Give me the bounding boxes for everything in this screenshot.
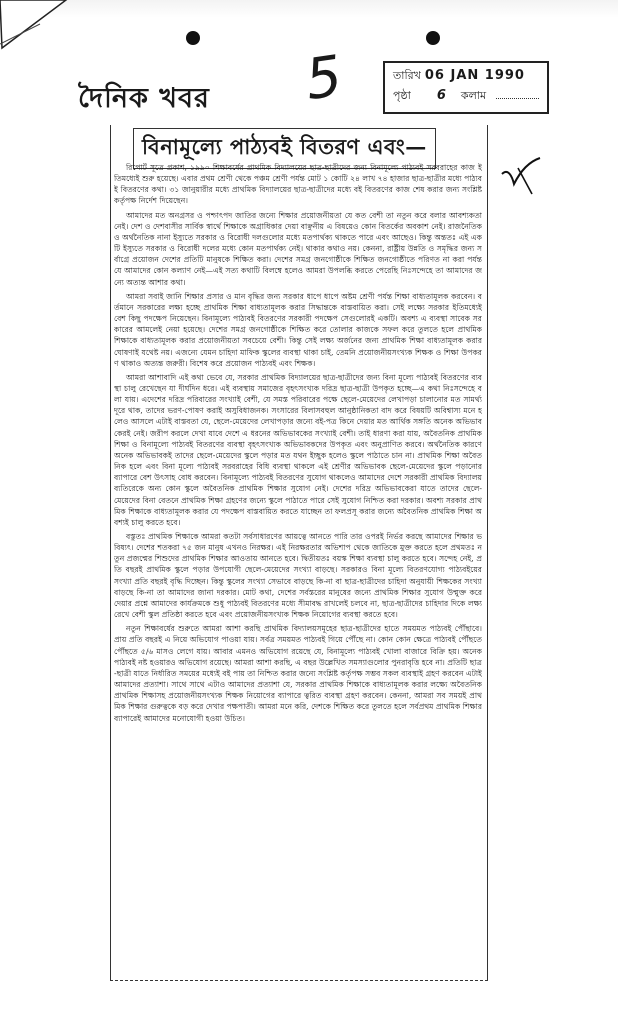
punch-hole xyxy=(186,31,200,45)
article-headline: বিনামূল্যে পাঠ্যবই বিতরণ এবং— xyxy=(133,128,436,169)
article-body xyxy=(114,162,482,727)
stamp-column-label: কলাম xyxy=(460,89,487,102)
stamp-date-value: 06 JAN 1990 xyxy=(424,68,525,83)
folded-corner-icon xyxy=(0,0,70,60)
stamp-page-row xyxy=(393,87,539,107)
punch-hole xyxy=(426,31,440,45)
newspaper-masthead: দৈনিক খবর xyxy=(78,83,210,114)
article-paragraph: আমরা সবাই জানি শিক্ষার প্রসার ও মান বৃদ্ধির জন্য সরকার ধাপে ধাপে অষ্টম শ্রেণী পর্যন্ত শিক্ষা বাধ্যতামূলক করবেন। বর্তমানে সরকারের লক্ষ্য হচ্ছে প্রাথমিক শিক্ষা বাধ্যতামূলক করার সিদ্ধান্তকে বাস্তবায়িত করা। সেই লক্ষ্যে সরকার ইতিমধ্যেই বেশ কিছু পদক্ষেপ নিয়েছেন। বিনামূল্যে পাঠ্যবই বিতরণের সরকারী পদক্ষেপ সেগুলোরই একটি। অবশ্য এ ব্যবস্থা সাবেক সরকারের আমলেই নেয়া হয়েছে। দেশের সমগ্র জনগোষ্ঠীকে শিক্ষিত করে তোলার কাজকে সফল করে তুলতে হলে প্রাথমিক শিক্ষাকে বাধ্যতামূলক করার প্রয়োজনীয়তা সবচেয়ে বেশী। কিন্তু সেই লক্ষ্য অর্জনের জন্য প্রাথমিক শিক্ষা বাধ্যতামূলক করার ঘোষণাই যথেষ্ট নয়। এজন্যে যেমন চাহিদা মাফিক স্কুলের ব্যবস্থা থাকা চাই, তেমনি প্রয়োজনীয়সংখ্যক শিক্ষক ও শিক্ষা উপকরণ থাকাও অত্যন্ত জরুরী। বিশেষ করে প্রয়োজন পাঠ্যবই এবং শিক্ষক। xyxy=(114,291,482,368)
page-edge xyxy=(0,0,618,18)
date-stamp xyxy=(383,61,549,114)
stamp-page-value: 6 xyxy=(436,88,447,103)
stamp-date-row xyxy=(393,67,539,87)
stamp-page-label: পৃষ্ঠা xyxy=(393,89,411,102)
handwritten-page-number: 5 xyxy=(301,43,346,114)
article-paragraph: আমাদের মত অনগ্রসর ও পশ্চাৎপদ জাতির জন্যে শিক্ষার প্রয়োজনীয়তা যে কত বেশী তা নতুন করে বলার আবশ্যকতা নেই। দেশ ও দেশবাসীর সার্বিক স্বার্থে শিক্ষাকে অগ্রাধিকার দেয়া বাঞ্ছনীয় এ বিষয়েও কোন বিতর্কের অবকাশ নেই। রাজনৈতিক ও অর্থনৈতিক নানা ইস্যুতে সরকার ও বিরোধী দলগুলোর মধ্যে মতপার্থক্য থাকতে পারে এবং আছেও। কিন্তু অন্ততঃ এই একটি ইস্যুতে সরকার ও বিরোধী দলের মধ্যে কোন মতপার্থক্য নেই। থাকার কথাও নয়। কেননা, রাষ্ট্রীয় উন্নতি ও সমৃদ্ধির জন্য সর্বাগ্রে প্রয়োজন দেশের প্রতিটি মানুষকে শিক্ষিত করা। দেশের সমগ্র জনগোষ্ঠীকে শিক্ষিত জনগোষ্ঠীতে পরিণত না করা পর্যন্ত যে আমাদের কোন কল্যাণ নেই—এই সত্য কথাটি বিলম্বে হলেও আমরা উপলব্ধি করতে পেরেছি নিঃসন্দেহে তা আমাদের জন্যে অত্যন্ত আশার কথা। xyxy=(114,210,482,287)
article-paragraph: নতুন শিক্ষাবর্ষের শুরুতে আমরা আশা করছি প্রাথমিক বিদ্যালয়সমূহের ছাত্র-ছাত্রীদের হাতে সময়মত পাঠ্যবই পৌঁছাবে। প্রায় প্রতি বছরই এ নিয়ে অভিযোগ পাওয়া যায়। সর্বত্র সময়মত পাঠ্যবই গিয়ে পৌঁছে না। কোন কোন ক্ষেত্রে পাঠ্যবই পৌঁছতে পৌঁছতে ৫/৬ মাসও লেগে যায়। আবার এমনও অভিযোগ রয়েছে যে, বিনামূল্যে পাঠ্যবই খোলা বাজারে বিক্রি হয়। অনেক পাঠ্যবই নষ্ট হওয়ারও অভিযোগ রয়েছে। আমরা আশা করছি, এ বছর উল্লেখিত সমস্যাগুলোর পুনরাবৃত্তি হবে না। প্রতিটি ছাত্র-ছাত্রী যাতে নির্ধারিত সময়ের মধ্যেই বই পায় তা নিশ্চিত করার জন্যে সংশ্লিষ্ট কর্তৃপক্ষ সম্ভব সকল ব্যবস্থাই গ্রহণ করবেন এটাই আমাদের প্রত্যাশা। সাথে সাথে এটাও আমাদের প্রত্যাশা যে, সরকার প্রাথমিক শিক্ষাকে বাধ্যতামূলক করার লক্ষ্যে অবৈতনিক প্রাথমিক শিক্ষাসহ প্রয়োজনীয়সংখ্যক শিক্ষক নিয়োগের ব্যাপারে ত্বরিত ব্যবস্থা গ্রহণ করবেন। কেননা, আমরা সব সময়ই প্রাথমিক শিক্ষার গুরুত্বকে বড় করে দেখার পক্ষপাতী। আমরা মনে করি, দেশকে শিক্ষিত করে তুলতে হলে সর্বপ্রথম প্রাথমিক শিক্ষার ব্যাপারেই আমাদের মনোযোগী হওয়া উচিত। xyxy=(114,624,482,723)
article-paragraph: আমরা আশাবাদি এই কথা ভেবে যে, সরকার প্রাথমিক বিদ্যালয়ের ছাত্র-ছাত্রীদের জন্য বিনা মূল্যে পাঠ্যবই বিতরণের ব্যবস্থা চালু রেখেছেন যা দীর্ঘদিন ধরে। এই ব্যবস্থায় সমাজের বৃহৎসংখ্যক দরিদ্র ছাত্র-ছাত্রী উপকৃত হচ্ছে—এ কথা নিঃসন্দেহে বলা যায়। এদেশের দরিদ্র পরিবারের সংখ্যাই বেশী, যে সমস্ত পরিবারের পক্ষে ছেলে-মেয়েদের লেখাপড়া চালানোর মত সামর্থ্য দূরে থাক, তাদের ভরণ-পোষণ করাই অসুবিধাজনক। সংসারের বিলাসবহুল আনুষ্ঠানিকতা বাদ করে বিষয়টি অবিশ্বাস্য মনে হলেও আসলে এটাই বাস্তবতা যে, ছেলে-মেয়েদের লেখাপড়ার জন্যে বই-পত্র কিনে দেয়ার মত আর্থিক সঙ্গতি অনেক অভিভাবকেরই নেই। জরীপ করলে দেখা যাবে দেশে এ ধরনের অভিভাবকের সংখ্যাই বেশী। তাই ধারণা করা যায়, অবৈতনিক প্রাথমিক শিক্ষা ও বিনামূল্যে পাঠ্যবই বিতরণের ব্যবস্থা বৃহৎসংখ্যক অভিভাবকদের উপকৃত এবং অনুপ্রাণিত করবে। অর্থনৈতিক কারণে অনেক অভিভাবকই তাদের ছেলে-মেয়েদের স্কুলে পড়ার মত যথন ইচ্ছুক হলেও স্কুলে পাঠাতে চান না। প্রাথমিক শিক্ষা অবৈতনিক হলে এবং বিনা মূল্যে পাঠ্যবই সরবরাহের বিধি ব্যবস্থা থাকলে এই শ্রেণীর অভিভাবক ছেলে-মেয়েদের স্কুলে পড়ানোর ব্যাপারে বেশ উৎসাহ বোধ করবেন। বিনামূল্যে পাঠ্যবই বিতরণের সুযোগ থাকলেও আমাদের দেশে সরকারী প্রাথমিক বিদ্যালয় ব্যতিরেকে অন্য কোন স্কুলে অবৈতনিক প্রাথমিক শিক্ষার সুযোগ নেই। দেশের দরিদ্র অভিভাবকেরা যাতে তাদের ছেলে-মেয়েদের বিনা বেতনে প্রাথমিক শিক্ষা গ্রহণের জন্যে স্কুলে পাঠাতে পারে সেই সুযোগ নিশ্চিত করা দরকার। অবশ্য সরকার প্রাথমিক শিক্ষাকে বাধ্যতামূলক করার যে পদক্ষেপ বাস্তবায়িত করতে যাচ্ছেন তা ফলপ্রসূ করার জন্যে অবৈতনিক প্রাথমিক শিক্ষা অবশ্যই চালু করতে হবে। xyxy=(114,372,482,527)
article-paragraph: রিপোর্ট সূত্রে প্রকাশ, ১৯৯০ শিক্ষাবর্ষের প্রাথমিক বিদ্যালয়ের ছাত্র-ছাত্রীদের জন্য বিনামূল্যে পাঠ্যবই সরবরাহের কাজ ইতিমধ্যেই শুরু হয়েছে। এবার প্রথম শ্রেণী থেকে পঞ্চম শ্রেণী পর্যন্ত মোট ১ কোটি ২৪ লাখ ৭৪ হাজার ছাত্র-ছাত্রীর মধ্যে পাঠ্যবই বিতরণের কথা। ৩১ জানুয়ারীর মধ্যে প্রাথমিক বিদ্যালয়ের ছাত্র-ছাত্রীদের মধ্যে বই বিতরণের কাজ শেষ করার জন্য সংশ্লিষ্ট কর্তৃপক্ষ নির্দেশ দিয়েছেন। xyxy=(114,163,482,206)
handwritten-tick-icon xyxy=(498,154,544,198)
stamp-column-blank xyxy=(496,88,539,99)
article-paragraph: বস্তুতঃ প্রাথমিক শিক্ষাকে আমরা কতটা সর্বসাধারণের আয়ত্বে আনতে পারি তার ওপরই নির্ভর করছে আমাদের শিক্ষার ভবিষ্যৎ। দেশের শতকরা ৭৫ জন মানুষ এখনও নিরক্ষর। এই নিরক্ষরতার অভিশাপ থেকে জাতিকে মুক্ত করতে হলে প্রথমতঃ নতুন প্রজন্মের শিশুদের প্রাথমিক শিক্ষার আওতায় আনতে হবে। দ্বিতীয়তঃ বয়স্ক শিক্ষা ব্যবস্থা চালু করতে হবে। সন্দেহ নেই, প্রতি বছরই প্রাথমিক স্কুলে পড়ার উপযোগী ছেলে-মেয়েদের সংখ্যা বাড়ছে। সরকারও বিনা মূল্যে বিতরণযোগ্য পাঠ্যবইয়ের সংখ্যা প্রতি বছরই বৃদ্ধি দিচ্ছেন। কিন্তু স্কুলের সংখ্যা সেভাবে বাড়ছে কি-না বা ছাত্র-ছাত্রীদের চাহিদা অনুযায়ী শিক্ষকের সংখ্যা বাড়ছে কি-না তা আমাদের জানা দরকার। মোট কথা, দেশের সর্বস্তরের মানুষের জন্যে প্রাথমিক শিক্ষার সুযোগ উন্মুক্ত করে দেয়ার প্রশ্নে আমাদের কার্যক্রমকে শুধু পাঠ্যবই বিতরণের মধ্যে সীমাবদ্ধ রাখলেই চলবে না, ছাত্র-ছাত্রীদের চাহিদার দিকে লক্ষ্য রেখে বেশী স্কুল প্রতিষ্ঠা করতে হবে এবং প্রয়োজনীয়সংখ্যক শিক্ষক নিয়োগের ব্যবস্থা করতে হবে। xyxy=(114,532,482,620)
stamp-date-label: তারিখ xyxy=(393,69,421,82)
